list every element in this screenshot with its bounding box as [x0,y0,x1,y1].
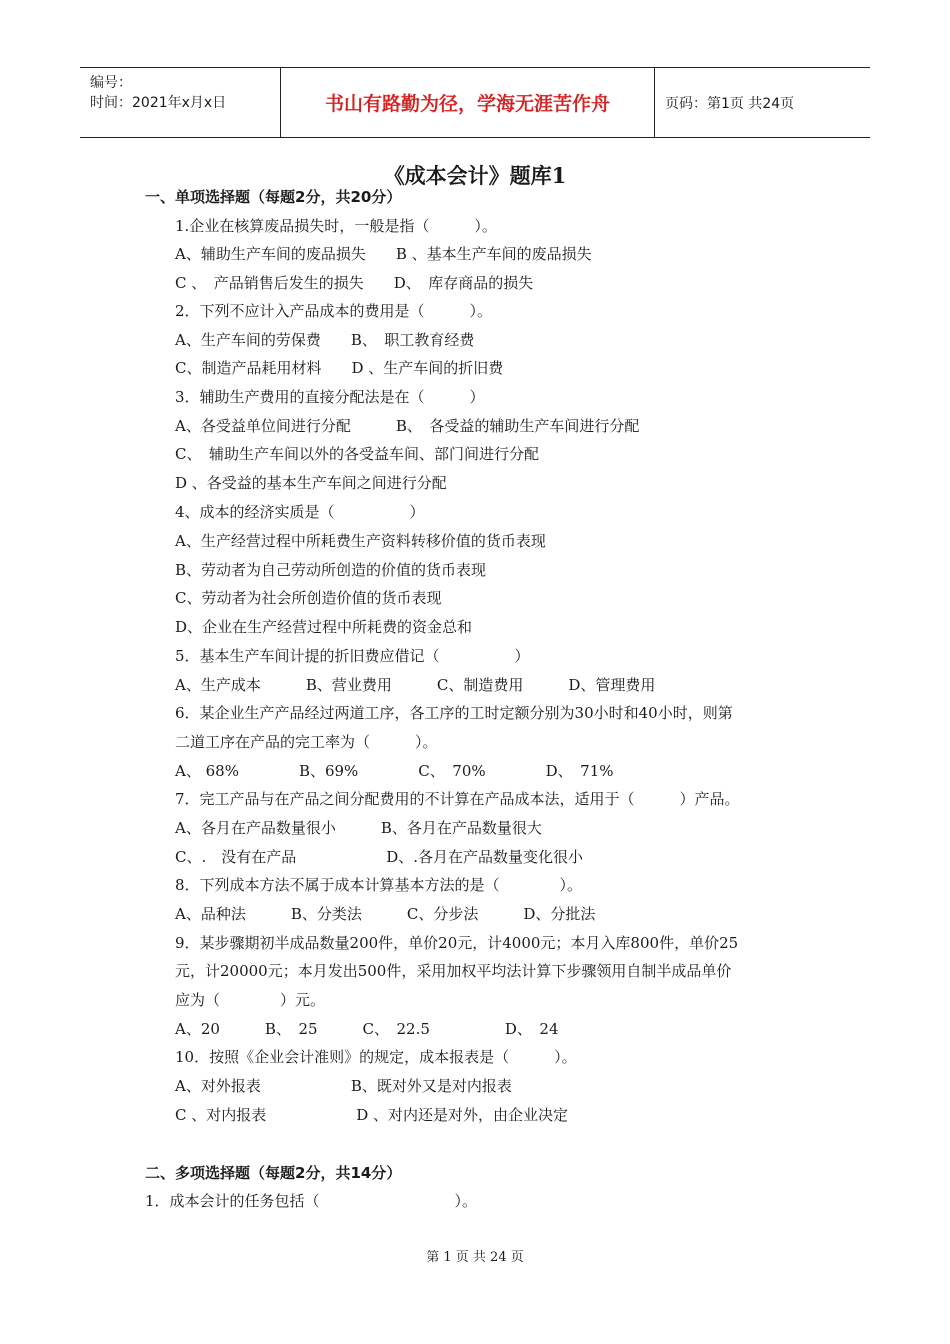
question-line: 1．成本会计的任务包括（ ）。 [145,1192,478,1210]
question-line: D、企业在生产经营过程中所耗费的资金总和 [175,618,473,636]
header-motto: 书山有路勤为径，学海无涯苦作舟 [281,68,655,137]
question-line: A、对外报表 B、既对外又是对内报表 [175,1077,512,1095]
question-line: C、制造产品耗用材料 D 、生产车间的折旧费 [175,359,504,377]
question-line: D 、各受益的基本生产车间之间进行分配 [175,474,447,492]
question-line: C、 辅助生产车间以外的各受益车间、部门间进行分配 [175,445,539,463]
question-line: 10．按照《企业会计准则》的规定，成本报表是（ ）。 [175,1048,577,1066]
page-header [80,67,870,138]
page-footer: 第 1 页 共 24 页 [426,1250,524,1265]
question-line: A、 68% B、69% C、 70% D、 71% [175,762,614,780]
section2-heading: 二、多项选择题（每题2分，共14分） [145,1164,402,1182]
question-line: A、各受益单位间进行分配 B、 各受益的辅助生产车间进行分配 [175,417,640,435]
question-line: 7．完工产品与在产品之间分配费用的不计算在产品成本法，适用于（ ）产品。 [175,790,740,808]
question-line: 1.企业在核算废品损失时，一般是指（ ）。 [175,217,497,235]
document-time-label: 时间：2021年x月x日 [90,95,227,111]
question-line: C、劳动者为社会所创造价值的货币表现 [175,589,442,607]
question-line: A、各月在产品数量很小 B、各月在产品数量很大 [175,819,542,837]
question-line: 5．基本生产车间计提的折旧费应借记（ ） [175,647,530,665]
question-line: A、20 B、 25 C、 22.5 D、 24 [175,1020,559,1038]
question-line: C 、对内报表 D 、对内还是对外，由企业决定 [175,1106,569,1124]
question-line: 2．下列不应计入产品成本的费用是（ ）。 [175,302,493,320]
question-line: 应为（ ）元。 [175,991,326,1009]
question-line: 二道工序在产品的完工率为（ ）。 [175,733,438,751]
question-line: 6．某企业生产产品经过两道工序，各工序的工时定额分别为30小时和40小时，则第 [175,704,733,722]
question-line: A、辅助生产车间的废品损失 B 、基本生产车间的废品损失 [175,245,592,263]
question-line: 3．辅助生产费用的直接分配法是在（ ） [175,388,485,406]
question-line: C、. 没有在产品 D、.各月在产品数量变化很小 [175,848,584,866]
question-line: C 、 产品销售后发生的损失 D、 库存商品的损失 [175,274,534,292]
question-line: 8．下列成本方法不属于成本计算基本方法的是（ ）。 [175,876,583,894]
question-line: 4、成本的经济实质是（ ） [175,503,425,521]
question-line: A、品种法 B、分类法 C、分步法 D、分批法 [175,905,596,923]
question-line: A、生产经营过程中所耗费生产资料转移价值的货币表现 [175,532,546,550]
question-line: B、劳动者为自己劳动所创造的价值的货币表现 [175,561,487,579]
header-meta [80,68,281,137]
document-number-label: 编号： [90,75,132,91]
question-line: 9．某步骤期初半成品数量200件，单价20元，计4000元；本月入库800件，单价25 [175,934,739,952]
question-line: 元，计20000元；本月发出500件，采用加权平均法计算下步骤领用自制半成品单价 [175,962,732,980]
document-title: 《成本会计》题库1 [383,163,567,188]
question-line: A、生产车间的劳保费 B、 职工教育经费 [175,331,475,349]
question-line: A、生产成本 B、营业费用 C、制造费用 D、管理费用 [175,676,656,694]
section1-heading: 一、单项选择题（每题2分，共20分） [145,188,402,206]
header-page-info: 页码：第1页 共24页 [665,95,795,112]
